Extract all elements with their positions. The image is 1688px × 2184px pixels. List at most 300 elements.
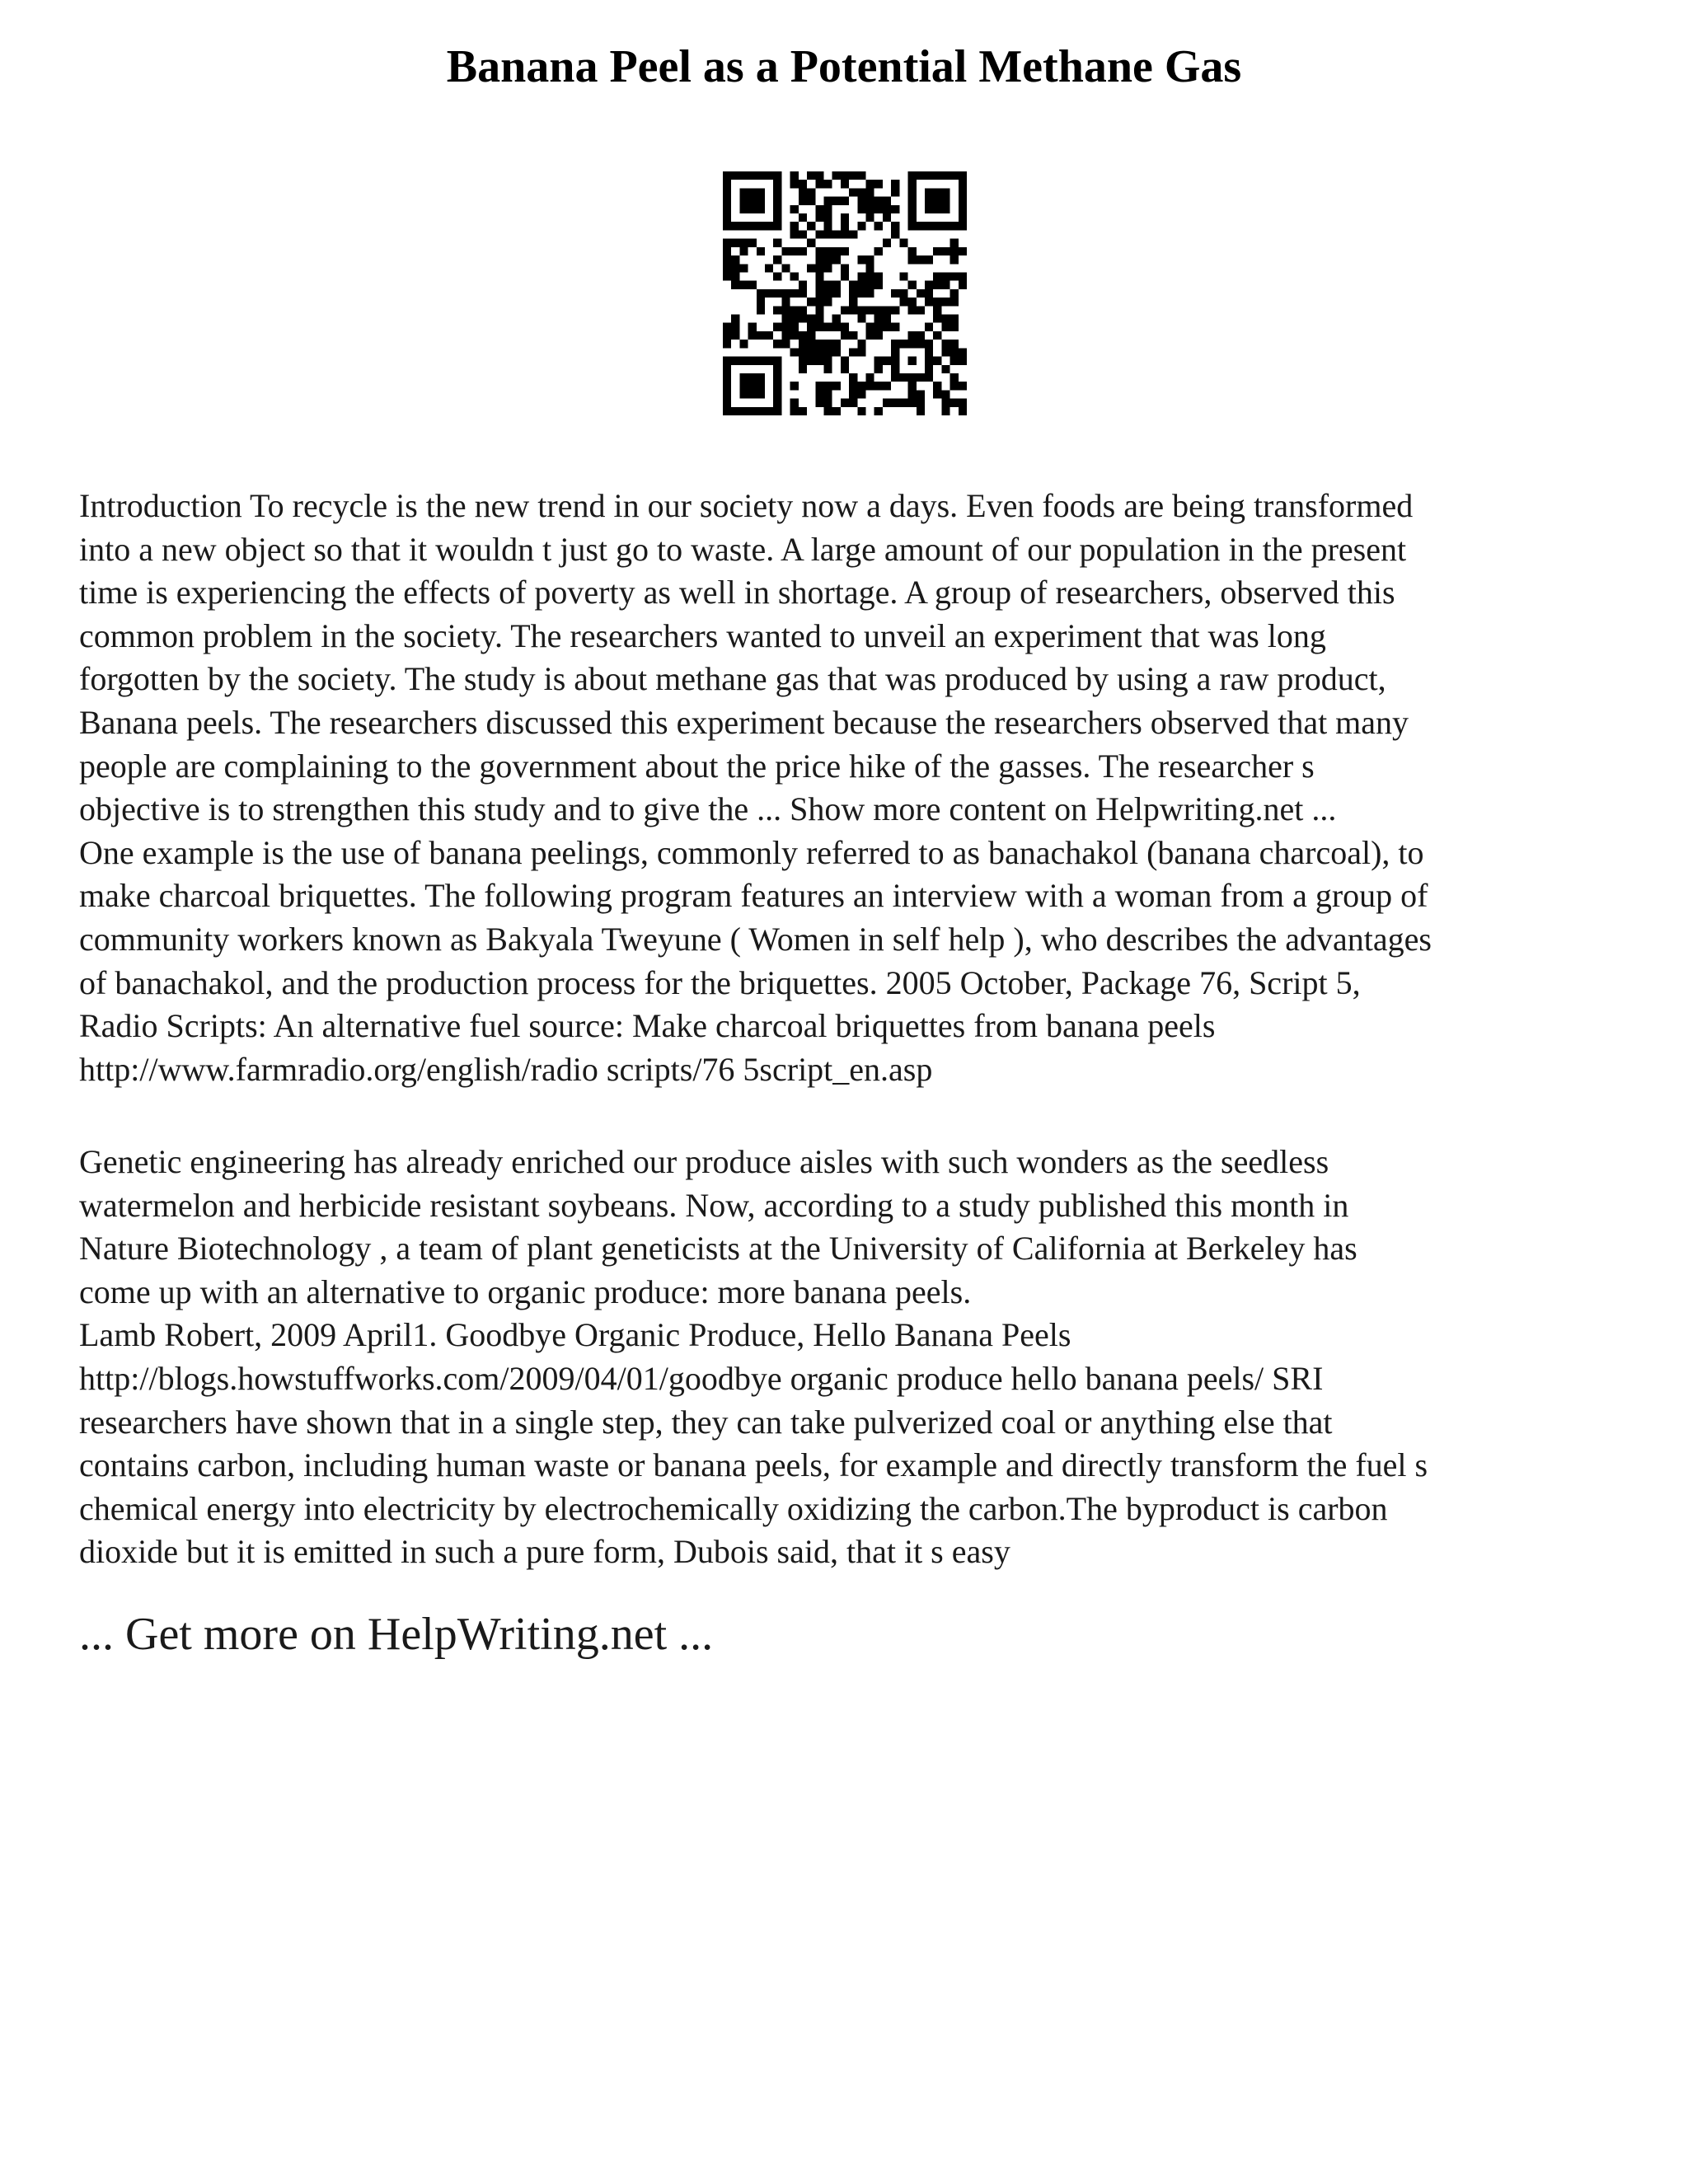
- qr-module: [950, 171, 959, 180]
- qr-module: [941, 205, 950, 213]
- qr-module: [790, 272, 799, 280]
- qr-module: [765, 357, 773, 365]
- qr-module: [866, 264, 874, 272]
- qr-module: [891, 365, 899, 373]
- qr-module: [723, 171, 731, 180]
- qr-module: [773, 323, 781, 331]
- qr-module: [925, 348, 933, 356]
- qr-module: [773, 306, 781, 314]
- qr-module: [765, 289, 773, 298]
- qr-module: [790, 331, 799, 340]
- second-paragraph: [79, 1141, 1629, 1574]
- qr-module: [950, 255, 959, 264]
- qr-module: [739, 357, 748, 365]
- get-more-link[interactable]: ... Get more on HelpWriting.net ...: [79, 1609, 714, 1660]
- text-line: Radio Scripts: An alternative fuel source: Make charcoal briquettes from banana peels: [79, 1007, 1216, 1045]
- qr-module: [841, 399, 849, 407]
- qr-module: [773, 197, 781, 205]
- qr-module: [908, 306, 917, 314]
- qr-module: [723, 365, 731, 373]
- qr-module: [874, 331, 883, 340]
- qr-module: [925, 281, 933, 289]
- qr-module: [883, 323, 891, 331]
- qr-module: [849, 390, 857, 398]
- qr-module: [917, 407, 925, 415]
- qr-module: [757, 357, 765, 365]
- qr-module: [739, 222, 748, 230]
- qr-module: [917, 331, 925, 340]
- qr-module: [815, 357, 823, 365]
- qr-module: [815, 171, 823, 180]
- qr-module: [908, 222, 917, 230]
- qr-module: [815, 213, 823, 222]
- qr-module: [950, 357, 959, 365]
- qr-module: [748, 407, 757, 415]
- qr-module: [773, 213, 781, 222]
- qr-module: [899, 373, 907, 382]
- qr-module: [790, 247, 799, 255]
- text-line: Nature Biotechnology , a team of plant geneticists at the University of California at Berkeley has: [79, 1230, 1357, 1268]
- qr-module: [773, 272, 781, 280]
- qr-module: [849, 171, 857, 180]
- qr-module: [773, 222, 781, 230]
- qr-module: [807, 315, 815, 323]
- qr-module: [849, 373, 857, 382]
- qr-module: [933, 205, 941, 213]
- qr-module: [731, 239, 739, 247]
- qr-module: [723, 382, 731, 390]
- qr-module: [908, 188, 917, 196]
- qr-module: [773, 340, 781, 348]
- qr-module: [723, 264, 731, 272]
- qr-module: [757, 222, 765, 230]
- qr-module: [891, 222, 899, 230]
- qr-module: [731, 171, 739, 180]
- qr-module: [799, 306, 807, 314]
- qr-module: [823, 382, 832, 390]
- qr-module: [908, 171, 917, 180]
- qr-module: [941, 399, 950, 407]
- qr-module: [849, 298, 857, 306]
- qr-module: [832, 247, 841, 255]
- qr-module: [739, 239, 748, 247]
- qr-module: [874, 323, 883, 331]
- text-line: One example is the use of banana peelings, commonly referred to as banachakol (banana charcoal), to: [79, 833, 1424, 871]
- qr-module: [832, 348, 841, 356]
- qr-module: [950, 315, 959, 323]
- qr-module: [748, 222, 757, 230]
- qr-module: [731, 407, 739, 415]
- qr-module: [891, 180, 899, 188]
- qr-module: [823, 365, 832, 373]
- qr-module: [925, 205, 933, 213]
- qr-module: [799, 340, 807, 348]
- qr-module: [773, 373, 781, 382]
- text-line: contains carbon, including human waste or banana peels, for example and directly transform the fuel s: [79, 1446, 1428, 1484]
- qr-module: [823, 180, 832, 188]
- qr-module: [959, 213, 967, 222]
- qr-module: [799, 289, 807, 298]
- qr-module: [933, 298, 941, 306]
- qr-module: [941, 247, 950, 255]
- qr-module: [757, 171, 765, 180]
- qr-module: [883, 382, 891, 390]
- qr-module: [799, 213, 807, 222]
- qr-module: [748, 331, 757, 340]
- qr-module: [757, 289, 765, 298]
- qr-module: [799, 188, 807, 196]
- qr-module: [799, 331, 807, 340]
- qr-module: [731, 323, 739, 331]
- qr-module: [917, 399, 925, 407]
- qr-module: [883, 357, 891, 365]
- qr-module: [941, 298, 950, 306]
- qr-module: [757, 197, 765, 205]
- qr-module: [925, 222, 933, 230]
- qr-module: [841, 306, 849, 314]
- qr-module: [891, 348, 899, 356]
- qr-module: [857, 382, 865, 390]
- qr-module: [799, 180, 807, 188]
- qr-module: [823, 205, 832, 213]
- qr-module: [849, 306, 857, 314]
- qr-module: [757, 373, 765, 382]
- qr-module: [799, 281, 807, 289]
- qr-module: [950, 373, 959, 382]
- qr-module: [933, 222, 941, 230]
- qr-module: [959, 272, 967, 280]
- qr-module: [748, 373, 757, 382]
- qr-module: [933, 272, 941, 280]
- qr-module: [933, 197, 941, 205]
- qr-module: [925, 323, 933, 331]
- qr-module: [731, 331, 739, 340]
- qr-module: [925, 188, 933, 196]
- qr-module: [723, 188, 731, 196]
- qr-module: [849, 188, 857, 196]
- qr-module: [832, 255, 841, 264]
- qr-module: [866, 272, 874, 280]
- qr-module: [773, 365, 781, 373]
- qr-module: [807, 171, 815, 180]
- qr-module: [925, 357, 933, 365]
- qr-module: [908, 247, 917, 255]
- qr-module: [781, 289, 790, 298]
- qr-module: [908, 382, 917, 390]
- qr-module: [739, 281, 748, 289]
- qr-module: [723, 323, 731, 331]
- qr-module: [908, 340, 917, 348]
- qr-module: [849, 230, 857, 238]
- qr-module: [723, 373, 731, 382]
- qr-module: [941, 348, 950, 356]
- qr-module: [857, 390, 865, 398]
- qr-module: [748, 205, 757, 213]
- qr-module: [950, 289, 959, 298]
- text-line: Genetic engineering has already enriched our produce aisles with such wonders as the seedless: [79, 1143, 1329, 1180]
- qr-module: [823, 230, 832, 238]
- qr-module: [731, 272, 739, 280]
- qr-module: [933, 247, 941, 255]
- qr-module: [841, 222, 849, 230]
- qr-module: [925, 365, 933, 373]
- qr-module: [815, 315, 823, 323]
- qr-module: [941, 390, 950, 398]
- qr-module: [773, 289, 781, 298]
- qr-module: [866, 213, 874, 222]
- qr-module: [739, 382, 748, 390]
- qr-module: [790, 289, 799, 298]
- qr-module: [959, 281, 967, 289]
- qr-module: [866, 197, 874, 205]
- qr-module: [773, 205, 781, 213]
- qr-module: [799, 197, 807, 205]
- qr-module: [748, 281, 757, 289]
- qr-module: [832, 382, 841, 390]
- qr-module: [866, 205, 874, 213]
- qr-module: [799, 357, 807, 365]
- qr-module: [883, 306, 891, 314]
- qr-module: [941, 281, 950, 289]
- qr-module: [891, 289, 899, 298]
- qr-module: [933, 171, 941, 180]
- qr-module: [908, 180, 917, 188]
- qr-module: [823, 357, 832, 365]
- qr-module: [790, 407, 799, 415]
- qr-module: [925, 298, 933, 306]
- qr-module: [857, 348, 865, 356]
- qr-module: [807, 264, 815, 272]
- qr-module: [841, 365, 849, 373]
- qr-module: [739, 373, 748, 382]
- qr-module: [723, 213, 731, 222]
- qr-module: [781, 306, 790, 314]
- qr-module: [933, 281, 941, 289]
- qr-module: [883, 399, 891, 407]
- qr-module: [866, 281, 874, 289]
- qr-module: [773, 390, 781, 398]
- qr-module: [883, 197, 891, 205]
- qr-module: [757, 390, 765, 398]
- document-title: Banana Peel as a Potential Methane Gas: [446, 41, 1242, 92]
- qr-module: [891, 323, 899, 331]
- qr-module: [857, 407, 865, 415]
- qr-module: [917, 171, 925, 180]
- qr-module: [857, 306, 865, 314]
- qr-module: [908, 373, 917, 382]
- qr-module: [950, 348, 959, 356]
- qr-module: [866, 323, 874, 331]
- qr-module: [731, 264, 739, 272]
- qr-module: [723, 399, 731, 407]
- qr-module: [757, 306, 765, 314]
- qr-module: [723, 222, 731, 230]
- qr-module: [790, 222, 799, 230]
- qr-module: [748, 239, 757, 247]
- qr-module: [841, 230, 849, 238]
- qr-module: [781, 340, 790, 348]
- qr-module: [941, 197, 950, 205]
- qr-module: [917, 222, 925, 230]
- qr-module: [874, 222, 883, 230]
- text-line: Lamb Robert, 2009 April1. Goodbye Organic Produce, Hello Banana Peels: [79, 1316, 1071, 1354]
- qr-module: [823, 298, 832, 306]
- qr-module: [959, 247, 967, 255]
- qr-module: [815, 298, 823, 306]
- qr-module: [823, 407, 832, 415]
- qr-module: [773, 188, 781, 196]
- qr-module: [739, 390, 748, 398]
- text-line: chemical energy into electricity by electrochemically oxidizing the carbon.The byproduct is carbon: [79, 1489, 1388, 1527]
- qr-module: [773, 357, 781, 365]
- qr-module: [723, 255, 731, 264]
- qr-module: [841, 180, 849, 188]
- qr-module: [959, 399, 967, 407]
- qr-module: [899, 298, 907, 306]
- qr-module: [841, 247, 849, 255]
- qr-module: [933, 315, 941, 323]
- qr-module: [883, 205, 891, 213]
- qr-module: [790, 171, 799, 180]
- qr-module: [815, 323, 823, 331]
- qr-module: [866, 373, 874, 382]
- qr-module: [959, 188, 967, 196]
- qr-module: [857, 171, 865, 180]
- qr-module: [815, 180, 823, 188]
- qr-module: [823, 340, 832, 348]
- qr-module: [941, 222, 950, 230]
- qr-module: [723, 247, 731, 255]
- qr-module: [857, 222, 865, 230]
- qr-module: [815, 382, 823, 390]
- qr-module: [799, 230, 807, 238]
- qr-module: [807, 348, 815, 356]
- qr-module: [941, 272, 950, 280]
- qr-module: [790, 306, 799, 314]
- text-line: watermelon and herbicide resistant soybeans. Now, according to a study published this month in: [79, 1186, 1349, 1224]
- qr-module: [731, 255, 739, 264]
- text-line: http://www.farmradio.org/english/radio scripts/76 5script_en.asp: [79, 1050, 933, 1088]
- qr-module: [815, 205, 823, 213]
- qr-module: [823, 264, 832, 272]
- qr-module: [950, 399, 959, 407]
- qr-module: [773, 171, 781, 180]
- qr-module: [917, 390, 925, 398]
- qr-module: [807, 357, 815, 365]
- qr-module: [832, 289, 841, 298]
- qr-module: [874, 315, 883, 323]
- qr-module: [748, 382, 757, 390]
- qr-module: [874, 382, 883, 390]
- qr-module: [866, 188, 874, 196]
- qr-module: [815, 272, 823, 280]
- qr-module: [815, 289, 823, 298]
- qr-module: [773, 180, 781, 188]
- text-line: of banachakol, and the production process for the briquettes. 2005 October, Package 76, Script 5,: [79, 963, 1361, 1001]
- qr-module: [841, 357, 849, 365]
- qr-module: [823, 222, 832, 230]
- qr-module: [757, 407, 765, 415]
- qr-module: [950, 340, 959, 348]
- qr-module: [765, 171, 773, 180]
- qr-module: [925, 255, 933, 264]
- qr-module: [832, 315, 841, 323]
- qr-module: [891, 306, 899, 314]
- qr-module: [959, 222, 967, 230]
- qr-module: [807, 323, 815, 331]
- qr-module: [815, 306, 823, 314]
- text-line: community workers known as Bakyala Tweyune ( Women in self help ), who describes the advantages: [79, 920, 1432, 958]
- qr-module: [832, 281, 841, 289]
- qr-module: [899, 239, 907, 247]
- qr-module: [731, 315, 739, 323]
- qr-module: [874, 272, 883, 280]
- qr-module: [841, 331, 849, 340]
- text-line: time is experiencing the effects of poverty as well in shortage. A group of researchers, observed this: [79, 574, 1395, 612]
- qr-module: [908, 281, 917, 289]
- qr-module: [891, 340, 899, 348]
- qr-module: [799, 365, 807, 373]
- qr-module: [857, 281, 865, 289]
- qr-module: [723, 180, 731, 188]
- qr-module: [723, 205, 731, 213]
- qr-module: [815, 340, 823, 348]
- qr-module: [941, 188, 950, 196]
- qr-module: [933, 188, 941, 196]
- qr-module: [757, 382, 765, 390]
- qr-module: [748, 357, 757, 365]
- text-line: people are complaining to the government about the price hike of the gasses. The researcher s: [79, 747, 1315, 785]
- qr-module: [899, 272, 907, 280]
- qr-module: [757, 298, 765, 306]
- qr-module: [959, 357, 967, 365]
- qr-module: [874, 180, 883, 188]
- qr-module: [917, 373, 925, 382]
- qr-module: [790, 382, 799, 390]
- qr-module: [908, 213, 917, 222]
- qr-module: [891, 230, 899, 238]
- qr-module: [790, 399, 799, 407]
- qr-module: [908, 399, 917, 407]
- qr-module: [941, 340, 950, 348]
- qr-module: [832, 171, 841, 180]
- qr-module: [959, 205, 967, 213]
- qr-module: [849, 382, 857, 390]
- qr-module: [866, 289, 874, 298]
- qr-module: [959, 180, 967, 188]
- qr-module: [917, 255, 925, 264]
- qr-module: [849, 289, 857, 298]
- qr-module: [807, 197, 815, 205]
- qr-module: [799, 315, 807, 323]
- qr-module: [891, 399, 899, 407]
- text-line: come up with an alternative to organic produce: more banana peels.: [79, 1272, 972, 1310]
- qr-module: [941, 365, 950, 373]
- qr-module: [841, 213, 849, 222]
- qr-module: [723, 340, 731, 348]
- qr-module: [723, 272, 731, 280]
- qr-module: [891, 373, 899, 382]
- qr-module: [841, 197, 849, 205]
- qr-module: [832, 230, 841, 238]
- qr-module: [815, 390, 823, 398]
- text-line: Introduction To recycle is the new trend in our society now a days. Even foods are being transformed: [79, 487, 1414, 524]
- qr-module: [739, 171, 748, 180]
- qr-module: [959, 197, 967, 205]
- qr-module: [815, 255, 823, 264]
- qr-module: [917, 340, 925, 348]
- qr-module: [959, 171, 967, 180]
